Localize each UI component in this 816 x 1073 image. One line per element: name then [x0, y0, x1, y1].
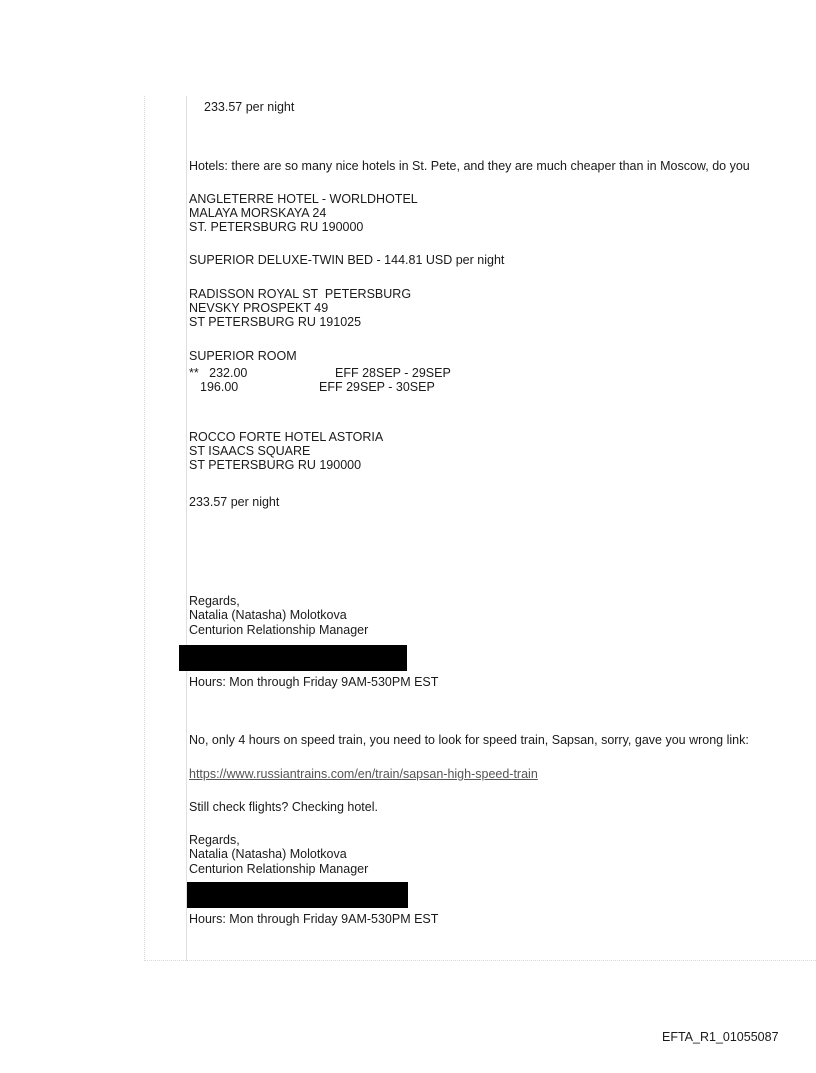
- hotel3-city: ST PETERSBURG RU 190000: [189, 458, 362, 472]
- hotel2-rate1-dates: EFF 28SEP - 29SEP: [335, 366, 451, 380]
- hotel3-name: ROCCO FORTE HOTEL ASTORIA: [189, 430, 384, 444]
- redaction-block-2: [187, 882, 408, 908]
- hotel1-city: ST. PETERSBURG RU 190000: [189, 220, 364, 234]
- signature2-title: Centurion Relationship Manager: [189, 862, 369, 876]
- sapsan-link[interactable]: https://www.russiantrains.com/en/train/sapsan-high-speed-train: [189, 767, 538, 781]
- quote-border: [186, 96, 187, 961]
- frame-border-left: [144, 96, 145, 961]
- hotel2-city: ST PETERSBURG RU 191025: [189, 315, 362, 329]
- signature1-title: Centurion Relationship Manager: [189, 623, 369, 637]
- hotel2-rate2-price: 196.00: [200, 380, 239, 394]
- reply-question: Still check flights? Checking hotel.: [189, 800, 378, 814]
- hotel2-street: NEVSKY PROSPEKT 49: [189, 301, 329, 315]
- hotel2-rate1-price: ** 232.00: [189, 366, 248, 380]
- signature1-hours: Hours: Mon through Friday 9AM-530PM EST: [189, 675, 439, 689]
- hotel1-room: SUPERIOR DELUXE-TWIN BED - 144.81 USD per night: [189, 253, 505, 267]
- hotel2-room: SUPERIOR ROOM: [189, 349, 297, 363]
- signature2-name: Natalia (Natasha) Molotkova: [189, 847, 347, 861]
- document-id: EFTA_R1_01055087: [662, 1030, 779, 1044]
- signature2-regards: Regards,: [189, 833, 240, 847]
- signature1-regards: Regards,: [189, 594, 240, 608]
- signature1-name: Natalia (Natasha) Molotkova: [189, 608, 347, 622]
- frame-border-bottom: [144, 960, 816, 961]
- hotel1-street: MALAYA MORSKAYA 24: [189, 206, 327, 220]
- hotels-intro: Hotels: there are so many nice hotels in St. Pete, and they are much cheaper than in Moscow, do you: [189, 159, 750, 173]
- hotel1-name: ANGLETERRE HOTEL - WORLDHOTEL: [189, 192, 418, 206]
- reply-text: No, only 4 hours on speed train, you need to look for speed train, Sapsan, sorry, gave you wrong link:: [189, 733, 749, 747]
- redaction-block-1: [179, 645, 407, 671]
- hotel3-street: ST ISAACS SQUARE: [189, 444, 311, 458]
- signature2-hours: Hours: Mon through Friday 9AM-530PM EST: [189, 912, 439, 926]
- hotel2-name: RADISSON ROYAL ST PETERSBURG: [189, 287, 412, 301]
- hotel2-rate2-dates: EFF 29SEP - 30SEP: [319, 380, 435, 394]
- price-top: 233.57 per night: [204, 100, 295, 114]
- hotel3-room: 233.57 per night: [189, 495, 280, 509]
